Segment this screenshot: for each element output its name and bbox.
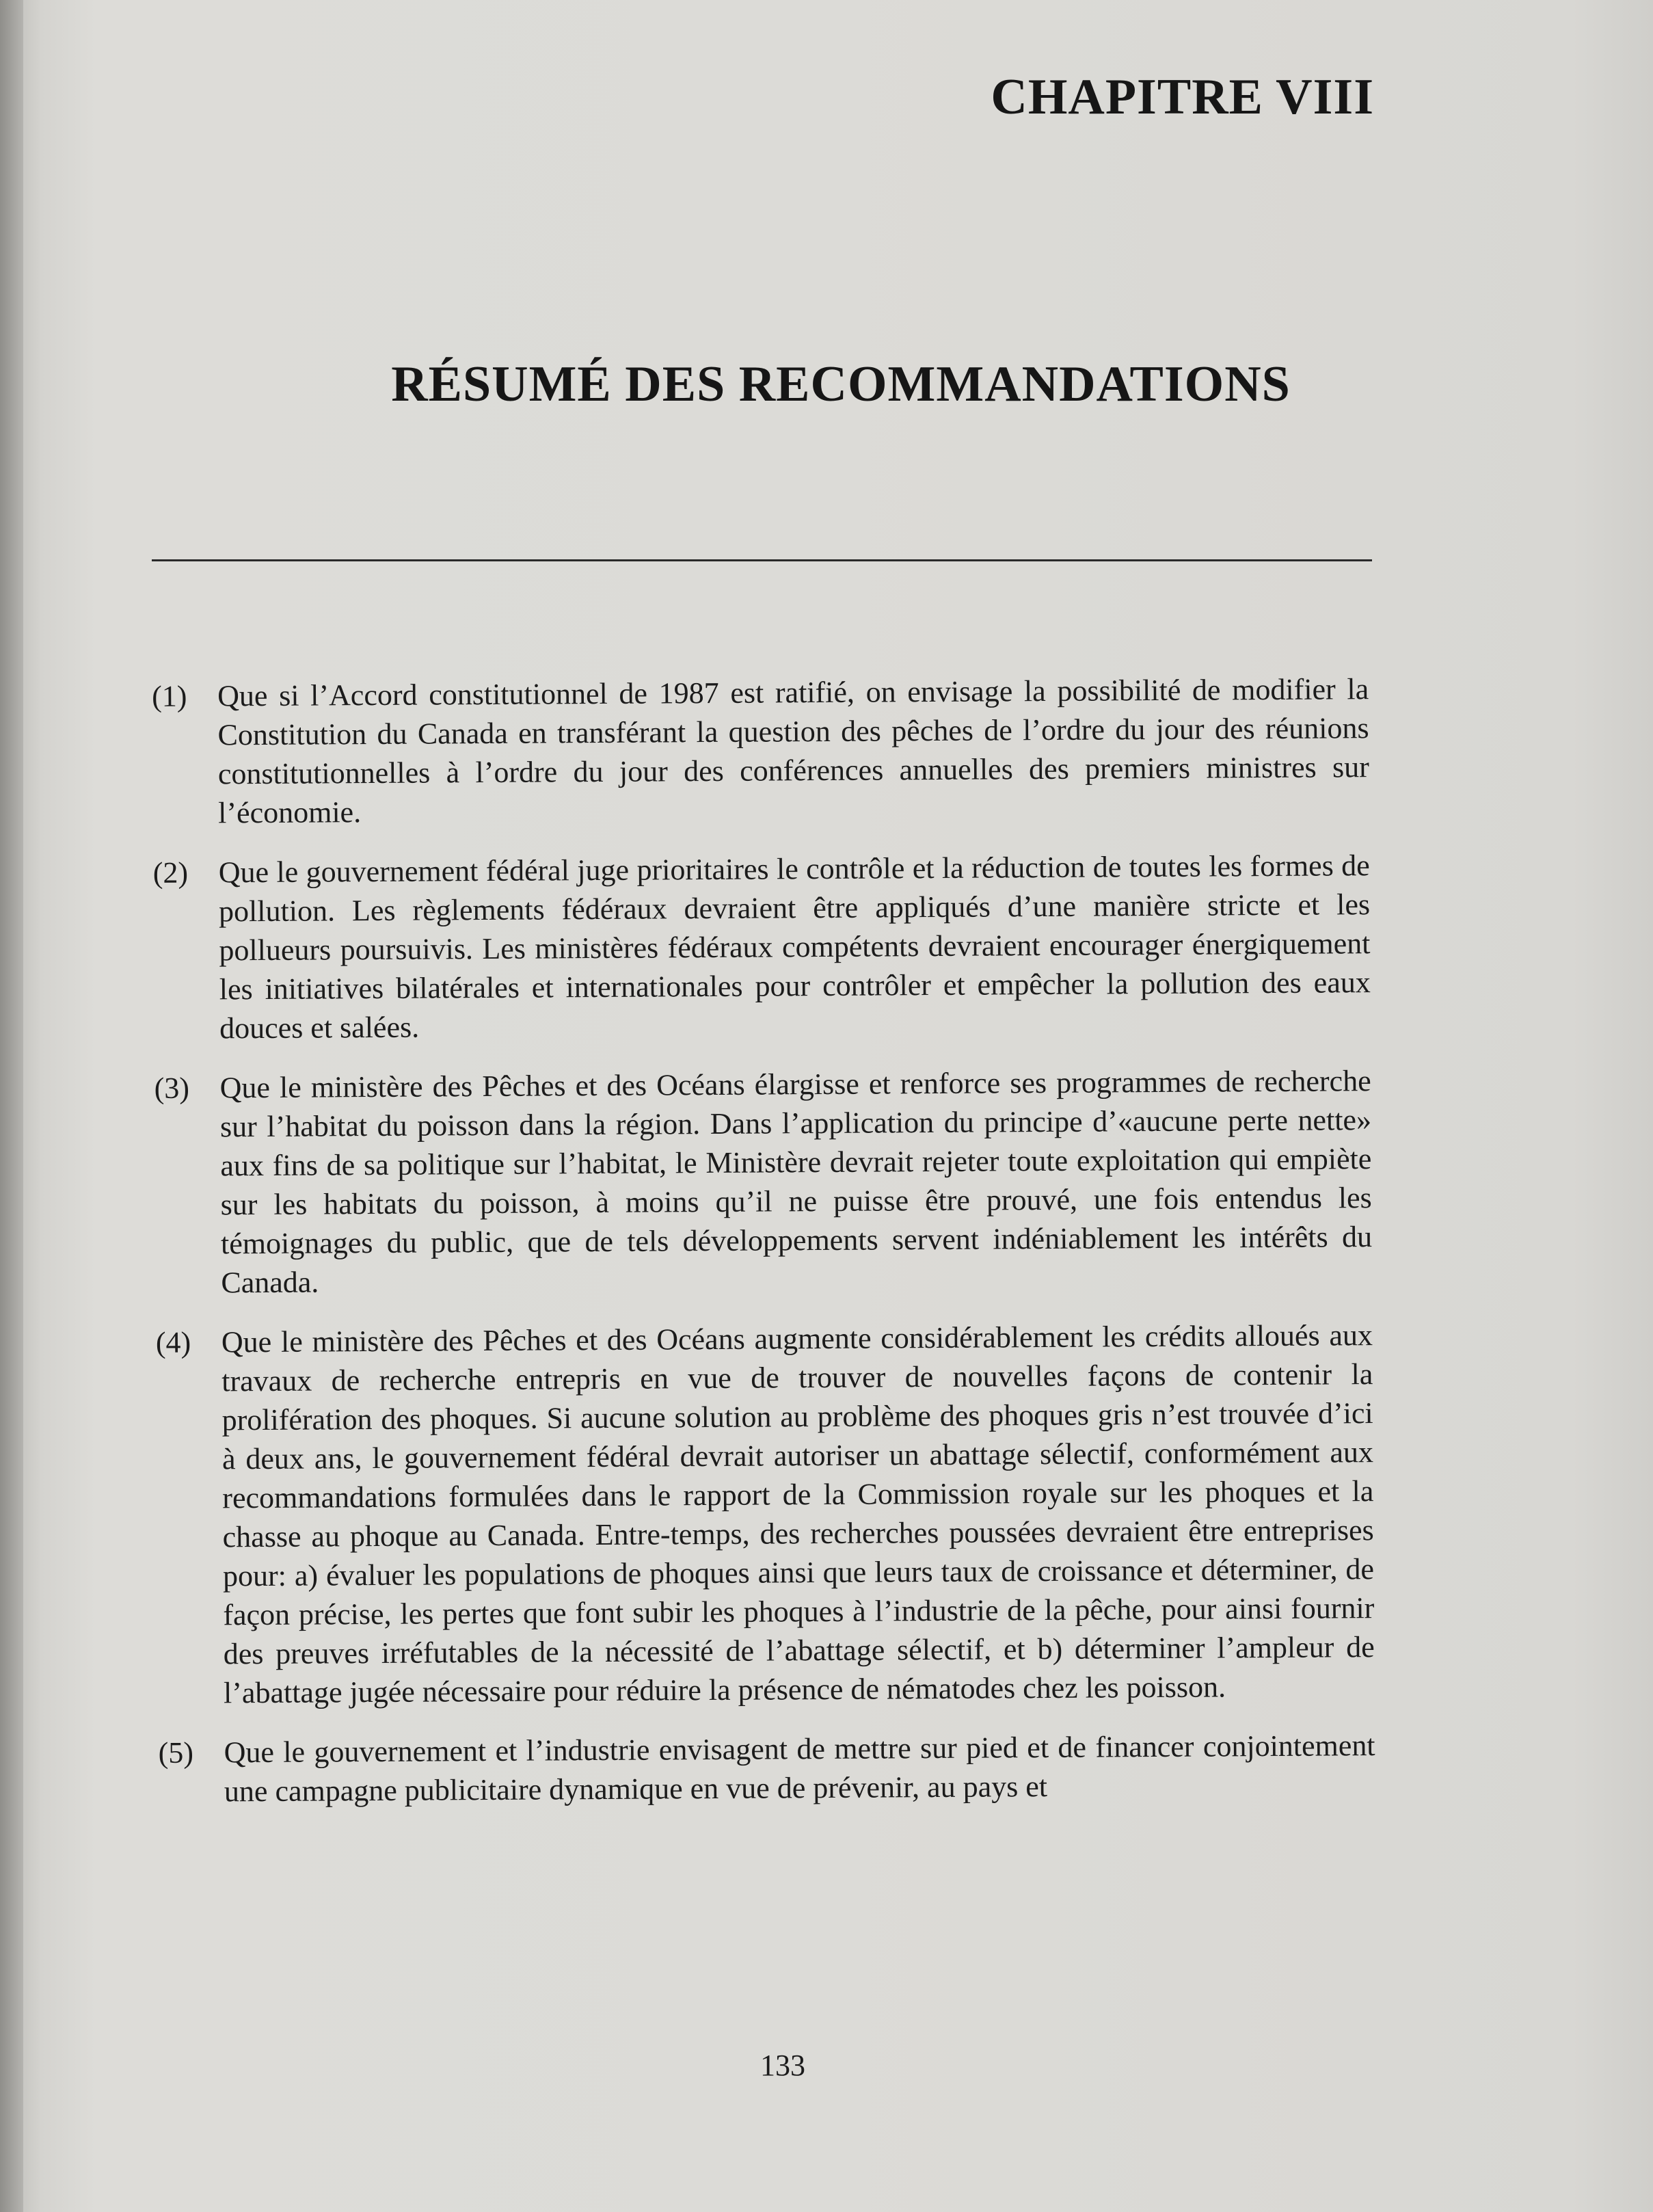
recommendation-number: (5) xyxy=(158,1735,194,1770)
recommendation-item xyxy=(152,669,1369,833)
recommendation-text: Que le gouvernement et l’industrie envisagent de mettre sur pied et de financer conjointement une campagne publicitaire dynamique en vue de prévenir, au pays et xyxy=(224,1729,1375,1809)
recommendation-item xyxy=(153,846,1371,1048)
recommendation-text: Que le ministère des Pêches et des Océans augmente considérablement les crédits alloués aux travaux de recherche entrepris en vue de trouver de nouvelles façons de contenir la prolifération des phoques. Si aucune solution au problème des phoques gris n’est trouvée d’ici à deux ans, le gouvernement fédéral devrait autoriser un abattage sélectif, conformément aux recommandations formulées dans le rapport de la Commission royale sur les phoques et la chasse au phoque au Canada. Entre-temps, des recherches poussées devraient être entreprises pour: a) évaluer les populations de phoques ainsi que leurs taux de croissance et déterminer, de façon précise, les pertes que font subir les phoques à l’industrie de la pêche, pour ainsi fournir des preuves irréfutables de la nécessité de l’abattage sélectif, et b) déterminer l’ampleur de l’abattage jugée nécessaire pour réduire la présence de nématodes chez les poisson. xyxy=(221,1318,1375,1710)
recommendation-item xyxy=(158,1726,1375,1811)
recommendation-text: Que si l’Accord constitutionnel de 1987 est ratifié, on envisage la possibilité de modifier la Constitution du Canada en transférant la question des pêches de l’ordre du jour des réunions constitutionnelles à l’ordre du jour des conférences annuelles des premiers ministres sur l’économie. xyxy=(217,672,1369,830)
recommendation-number: (4) xyxy=(155,1325,191,1359)
recommendation-item xyxy=(154,1061,1373,1303)
chapter-heading: CHAPITRE VIII xyxy=(991,69,1374,125)
book-spine-shadow xyxy=(0,0,23,2212)
page-number: 133 xyxy=(760,2049,805,2082)
recommendation-number: (1) xyxy=(152,679,187,713)
recommendation-text: Que le ministère des Pêches et des Océans élargisse et renforce ses programmes de recherche sur l’habitat du poisson dans la région. Dans l’application du principe d’«aucune perte nette» aux fins de sa politique sur l’habitat, le Ministère devrait rejeter toute exploitation qui empiète sur les habitats du poisson, à moins qu’il ne puisse être prouvé, une fois entendus les témoignages du public, que de tels développements servent indéniablement les intérêts du Canada. xyxy=(219,1064,1373,1300)
recommendation-item xyxy=(156,1316,1375,1713)
recommendation-text: Que le gouvernement fédéral juge prioritaires le contrôle et la réduction de toutes les formes de pollution. Les règlements fédéraux devraient être appliqués d’une manière stricte et les pollueurs poursuivis. Les ministères fédéraux compétents devraient encourager énergiquement les initiatives bilatérales et internationales pour contrôler et empêcher la pollution des eaux douces et salées. xyxy=(218,849,1371,1045)
section-title: RÉSUMÉ DES RECOMMANDATIONS xyxy=(391,356,1291,412)
recommendation-number: (2) xyxy=(152,855,189,890)
title-rule xyxy=(152,559,1372,561)
recommendation-number: (3) xyxy=(154,1071,190,1105)
recommendations-list xyxy=(152,669,1375,1832)
